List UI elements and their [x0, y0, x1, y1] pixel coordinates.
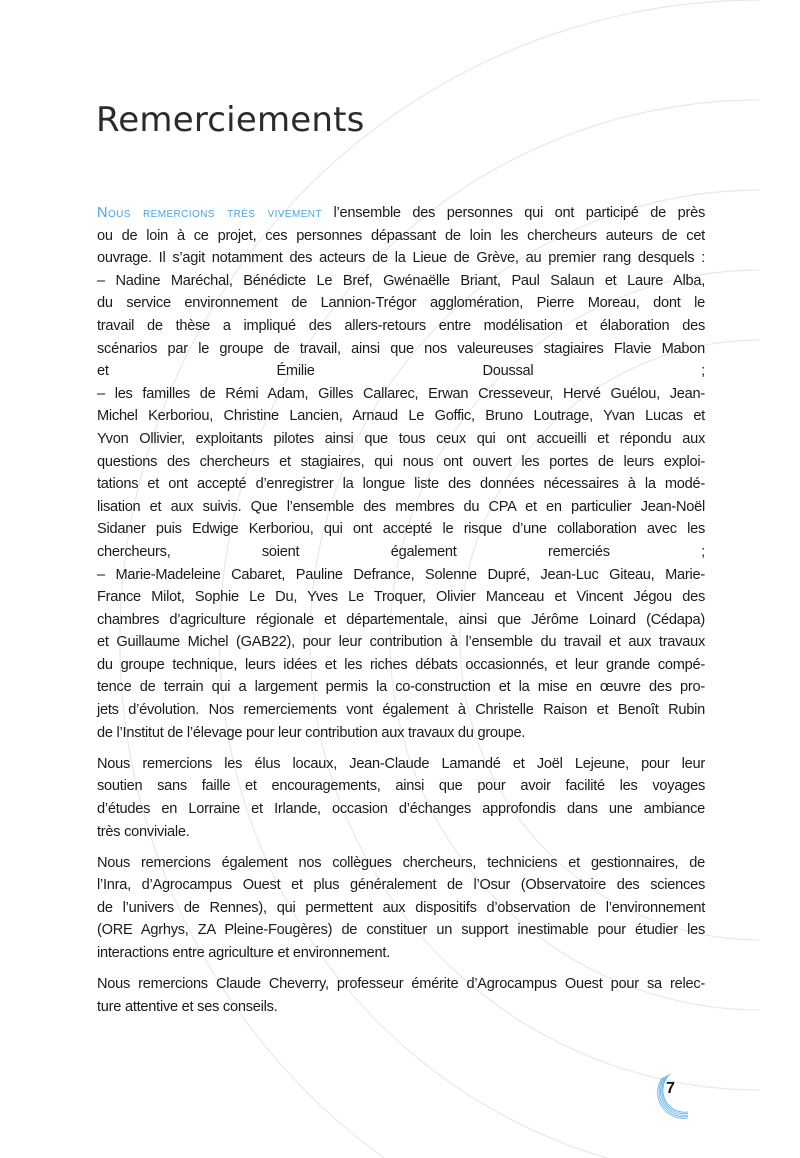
text-line — [97, 821, 705, 844]
line-text: questions des chercheurs et stagiaires, qui nous ont ouvert les portes de leurs exploi- — [97, 453, 705, 470]
acknowledgements-body — [97, 202, 705, 1027]
text-line — [97, 383, 705, 406]
line-text: de l’univers de Rennes), qui permettent aux dispositifs d’observation de l’environnement — [97, 899, 705, 916]
text-line — [97, 609, 705, 632]
text-line — [97, 753, 705, 776]
line-text: Michel Kerboriou, Christine Lancien, Arnaud Le Goffic, Bruno Loutrage, Yvan Lucas et — [97, 408, 705, 425]
text-line — [97, 874, 705, 897]
page-number-arc-icon — [648, 1070, 708, 1120]
line-text: lisation et aux suivis. Que l’ensemble des membres du CPA et en particulier Jean-Noël — [97, 498, 705, 515]
line-text: tations et ont accepté d’enregistrer la longue liste des données nécessaires à la modé- — [97, 476, 705, 493]
line-text: (ORE Agrhys, ZA Pleine-Fougères) de constituer un support inestimable pour étudier les — [97, 922, 705, 939]
page-title: Remerciements — [96, 100, 365, 140]
line-text: chercheurs, soient également remerciés ; — [97, 543, 705, 560]
line-text: travail de thèse a impliqué des allers-retours entre modélisation et élaboration des — [97, 317, 705, 334]
line-text: et Guillaume Michel (GAB22), pour leur contribution à l’ensemble du travail et aux travaux — [97, 634, 705, 651]
text-line — [97, 996, 705, 1019]
line-text: l’ensemble des personnes qui ont participé de près — [321, 205, 705, 221]
text-line — [97, 496, 705, 519]
page-number: 7 — [666, 1080, 675, 1097]
text-line — [97, 798, 705, 821]
text-line — [97, 338, 705, 361]
text-line — [97, 722, 705, 745]
text-line — [97, 897, 705, 920]
text-line — [97, 775, 705, 798]
text-line — [97, 428, 705, 451]
line-text: ture attentive et ses conseils. — [97, 998, 278, 1015]
text-line — [97, 541, 705, 564]
text-line — [97, 405, 705, 428]
line-text: très conviviale. — [97, 823, 190, 840]
line-text: soutien sans faille et encouragements, ainsi que pour avoir facilité les voyages — [97, 778, 705, 795]
text-line — [97, 699, 705, 722]
text-line — [97, 942, 705, 965]
paragraph — [97, 852, 705, 965]
text-line — [97, 654, 705, 677]
text-line — [97, 202, 705, 225]
line-text: Sidaner puis Edwige Kerboriou, qui ont accepté le risque d’une collaboration avec les — [97, 521, 705, 538]
text-line — [97, 518, 705, 541]
line-text: – Marie-Madeleine Cabaret, Pauline Defrance, Solenne Dupré, Jean-Luc Giteau, Marie- — [97, 566, 705, 583]
line-text: d’études en Lorraine et Irlande, occasion d’échanges approfondis dans une ambiance — [97, 800, 705, 817]
text-line — [97, 315, 705, 338]
line-text: – les familles de Rémi Adam, Gilles Callarec, Erwan Cresseveur, Hervé Guélou, Jean- — [97, 385, 705, 402]
paragraph — [97, 202, 705, 744]
text-line — [97, 225, 705, 248]
text-line — [97, 292, 705, 315]
line-text: Nous remercions également nos collègues chercheurs, techniciens et gestionnaires, de — [97, 854, 705, 871]
line-text: scénarios par le groupe de travail, ainsi que nos valeureuses stagiaires Flavie Mabon — [97, 340, 705, 357]
text-line — [97, 676, 705, 699]
text-line — [97, 852, 705, 875]
text-line — [97, 473, 705, 496]
text-line — [97, 451, 705, 474]
paragraph — [97, 973, 705, 1018]
line-text: du groupe technique, leurs idées et les riches débats occasionnés, et leur grande compé- — [97, 656, 705, 673]
text-line — [97, 586, 705, 609]
line-text: de l’Institut de l’élevage pour leur contribution aux travaux du groupe. — [97, 724, 526, 741]
lead-in-text: Nous remercions très vivement — [97, 205, 322, 221]
line-text: et Émilie Doussal ; — [97, 363, 705, 380]
text-line — [97, 564, 705, 587]
text-line — [97, 360, 705, 383]
line-text: France Milot, Sophie Le Du, Yves Le Troquer, Olivier Manceau et Vincent Jégou des — [97, 589, 705, 606]
text-line — [97, 973, 705, 996]
line-text: Yvon Ollivier, exploitants pilotes ainsi que tous ceux qui ont accueilli et répondu aux — [97, 430, 705, 447]
line-text: l’Inra, d’Agrocampus Ouest et plus généralement de l’Osur (Observatoire des sciences — [97, 877, 705, 894]
line-text: Nous remercions les élus locaux, Jean-Claude Lamandé et Joël Lejeune, pour leur — [97, 755, 705, 772]
text-line — [97, 631, 705, 654]
text-line — [97, 270, 705, 293]
line-text: interactions entre agriculture et environnement. — [97, 945, 391, 961]
line-text: ou de loin à ce projet, ces personnes dépassant de loin les chercheurs auteurs de cet — [97, 227, 705, 244]
line-text: – Nadine Maréchal, Bénédicte Le Bref, Gwénaëlle Briant, Paul Salaun et Laure Alba, — [97, 272, 705, 289]
line-text: Nous remercions Claude Cheverry, professeur émérite d’Agrocampus Ouest pour sa relec- — [97, 976, 705, 993]
line-text: ouvrage. Il s’agit notamment des acteurs de la Lieue de Grève, au premier rang desquels : — [97, 250, 705, 267]
text-line — [97, 919, 705, 942]
line-text: tence de terrain qui a largement permis la co-construction et la mise en œuvre des pro- — [97, 679, 705, 696]
text-line — [97, 247, 705, 270]
line-text: du service environnement de Lannion-Trégor agglomération, Pierre Moreau, dont le — [97, 295, 705, 312]
paragraph — [97, 753, 705, 843]
line-text: jets d’évolution. Nos remerciements vont également à Christelle Raison et Benoît Rubin — [97, 702, 705, 719]
line-text: chambres d’agriculture régionale et départementale, ainsi que Jérôme Loinard (Cédapa) — [97, 611, 705, 628]
